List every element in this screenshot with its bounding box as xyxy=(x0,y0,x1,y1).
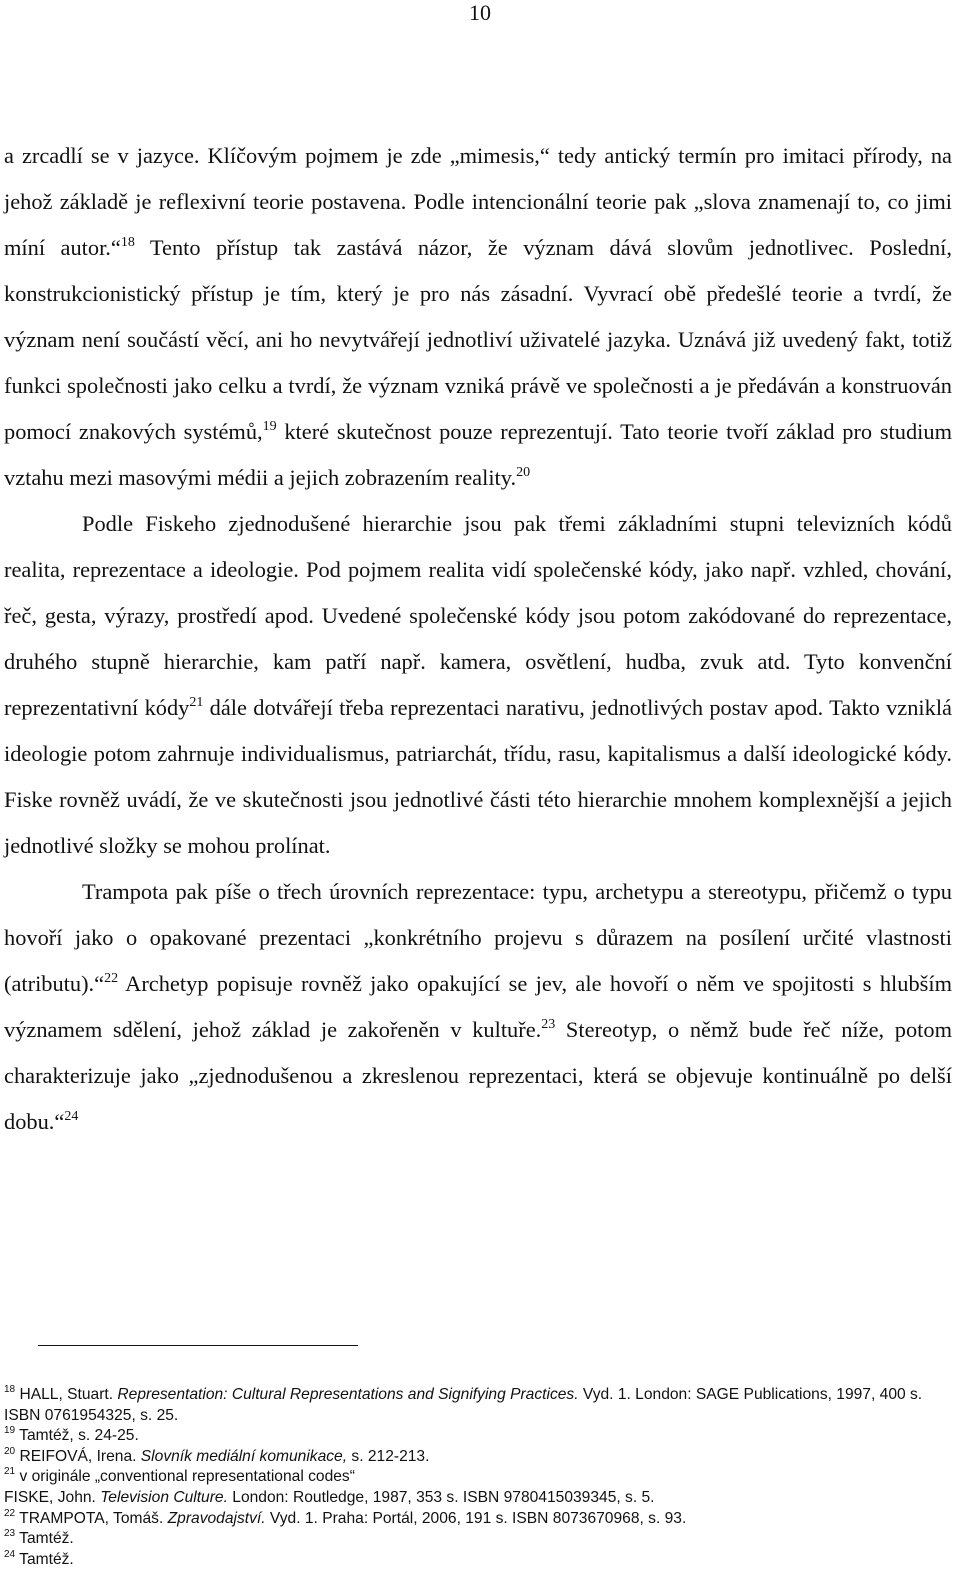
text-run: Tamtéž, s. 24-25. xyxy=(15,1427,139,1445)
paragraph xyxy=(4,133,952,501)
cited-title: Slovník mediální komunikace, xyxy=(140,1447,348,1465)
footnote xyxy=(4,1426,952,1447)
text-run: Archetyp popisuje rovněž jako opakující se jev, ale hovoří o něm ve spojitosti s hlubším významem sdělení, jehož základ je zakořeněn v kultuře. xyxy=(4,971,952,1042)
footnote-reference: 21 xyxy=(189,695,204,710)
text-run: London: Routledge, 1987, 353 s. ISBN 9780415039345, s. 5. xyxy=(227,1488,655,1506)
footnote-separator xyxy=(38,1345,358,1346)
text-run: Podle Fiskeho zjednodušené hierarchie jsou pak třemi základními stupni televizních kódů realita, reprezentace a ideologie. Pod pojmem realita vidí společenské kódy, jako např. vzhled, chování, řeč, gesta, výrazy, prostředí apod. Uvedené společenské kódy jsou potom zakódované do reprezentace, druhého stupně hierarchie, kam patří např. kamera, osvětlení, hudba, zvuk atd. Tyto konvenční reprezentativní kódy xyxy=(4,511,952,720)
footnote xyxy=(4,1550,952,1571)
footnote-reference: 18 xyxy=(120,235,135,250)
footnote xyxy=(4,1467,952,1488)
cited-title: Representation: Cultural Representations and Signifying Practices. xyxy=(117,1386,579,1403)
footnote-reference: 22 xyxy=(4,1507,16,1519)
text-run: a zrcadlí se v jazyce. Klíčovým pojmem je zde „mimesis,“ tedy antický termín pro imitaci přírody, na jehož základě je reflexivní teorie postavena. Podle intencionální teorie pak „slova znamenají to, co jimi míní autor.“ xyxy=(4,143,952,260)
cited-title: Zpravodajství. xyxy=(167,1509,266,1527)
text-run: v originále „conventional representational codes“ xyxy=(15,1468,355,1486)
footnote-reference: 20 xyxy=(516,465,531,480)
footnote xyxy=(4,1509,952,1530)
cited-title: Television Culture. xyxy=(100,1488,228,1506)
text-run: TRAMPOTA, Tomáš. xyxy=(15,1509,168,1527)
text-run: dále dotvářejí třeba reprezentaci narativu, jednotlivých postav apod. Takto vzniklá ideologie potom zahrnuje individualismus, patriarchát, třídu, rasu, kapitalismus a další ideologické kódy. Fiske rovněž uvádí, že ve skutečnosti jsou jednotlivé části této hierarchie mnohem komplexnější a jejich jednotlivé složky se mohou prolínat. xyxy=(4,695,952,858)
footnote-reference: 24 xyxy=(4,1548,16,1560)
text-run: FISKE, John. xyxy=(4,1488,101,1506)
paragraph xyxy=(4,869,952,1145)
page-number: 10 xyxy=(469,0,491,25)
footnote-reference: 19 xyxy=(4,1425,16,1437)
text-run: Vyd. 1. Praha: Portál, 2006, 191 s. ISBN 8073670968, s. 93. xyxy=(265,1509,687,1527)
footnote-reference: 18 xyxy=(4,1384,16,1395)
text-run: Tento přístup tak zastává názor, že význam dává slovům jednotlivec. Poslední, konstrukcionistický přístup je tím, který je pro nás zásadní. Vyvrací obě předešlé teorie a tvrdí, že význam není součástí věcí, ani ho nevytvářejí jednotliví uživatelé jazyka. Uznává již uvedený fakt, totiž funkci společnosti jako celku a tvrdí, že význam vzniká právě ve společnosti a je předáván a konstruován pomocí znakových systémů, xyxy=(4,235,952,444)
footnote xyxy=(4,1385,952,1426)
text-run: Stereotyp, o němž bude řeč níže, potom charakterizuje jako „zjednodušenou a zkreslenou reprezentaci, která se objevuje kontinuálně po delší dobu.“ xyxy=(4,1017,952,1134)
body-text xyxy=(4,133,952,1145)
footnote-reference: 24 xyxy=(64,1109,79,1124)
footnote xyxy=(4,1529,952,1550)
footnote-reference: 19 xyxy=(262,419,277,434)
paragraph xyxy=(4,501,952,869)
text-run: které skutečnost pouze reprezentují. Tato teorie tvoří základ pro studium vztahu mezi masovými médii a jejich zobrazením reality. xyxy=(4,419,952,490)
text-run: REIFOVÁ, Irena. xyxy=(15,1447,141,1465)
footnote-reference: 23 xyxy=(4,1528,16,1540)
footnote-reference: 20 xyxy=(4,1445,16,1457)
text-run: Vyd. 1. London: SAGE Publications, 1997, 400 s. ISBN 0761954325, s. 25. xyxy=(4,1386,923,1424)
text-run: s. 212-213. xyxy=(347,1447,430,1465)
footnote-reference: 21 xyxy=(4,1466,16,1478)
text-run: HALL, Stuart. xyxy=(15,1386,118,1403)
footnotes xyxy=(4,1385,952,1570)
text-run: Tamtéž. xyxy=(15,1530,74,1548)
footnote xyxy=(4,1488,952,1509)
footnote xyxy=(4,1447,952,1468)
text-run: Tamtéž. xyxy=(15,1550,74,1568)
footnote-reference: 22 xyxy=(104,971,119,986)
footnote-reference: 23 xyxy=(541,1017,556,1032)
text-run: Trampota pak píše o třech úrovních reprezentace: typu, archetypu a stereotypu, přičemž o typu hovoří jako o opakované prezentaci „konkrétního projevu s důrazem na posílení určité vlastnosti (atributu).“ xyxy=(4,879,952,996)
